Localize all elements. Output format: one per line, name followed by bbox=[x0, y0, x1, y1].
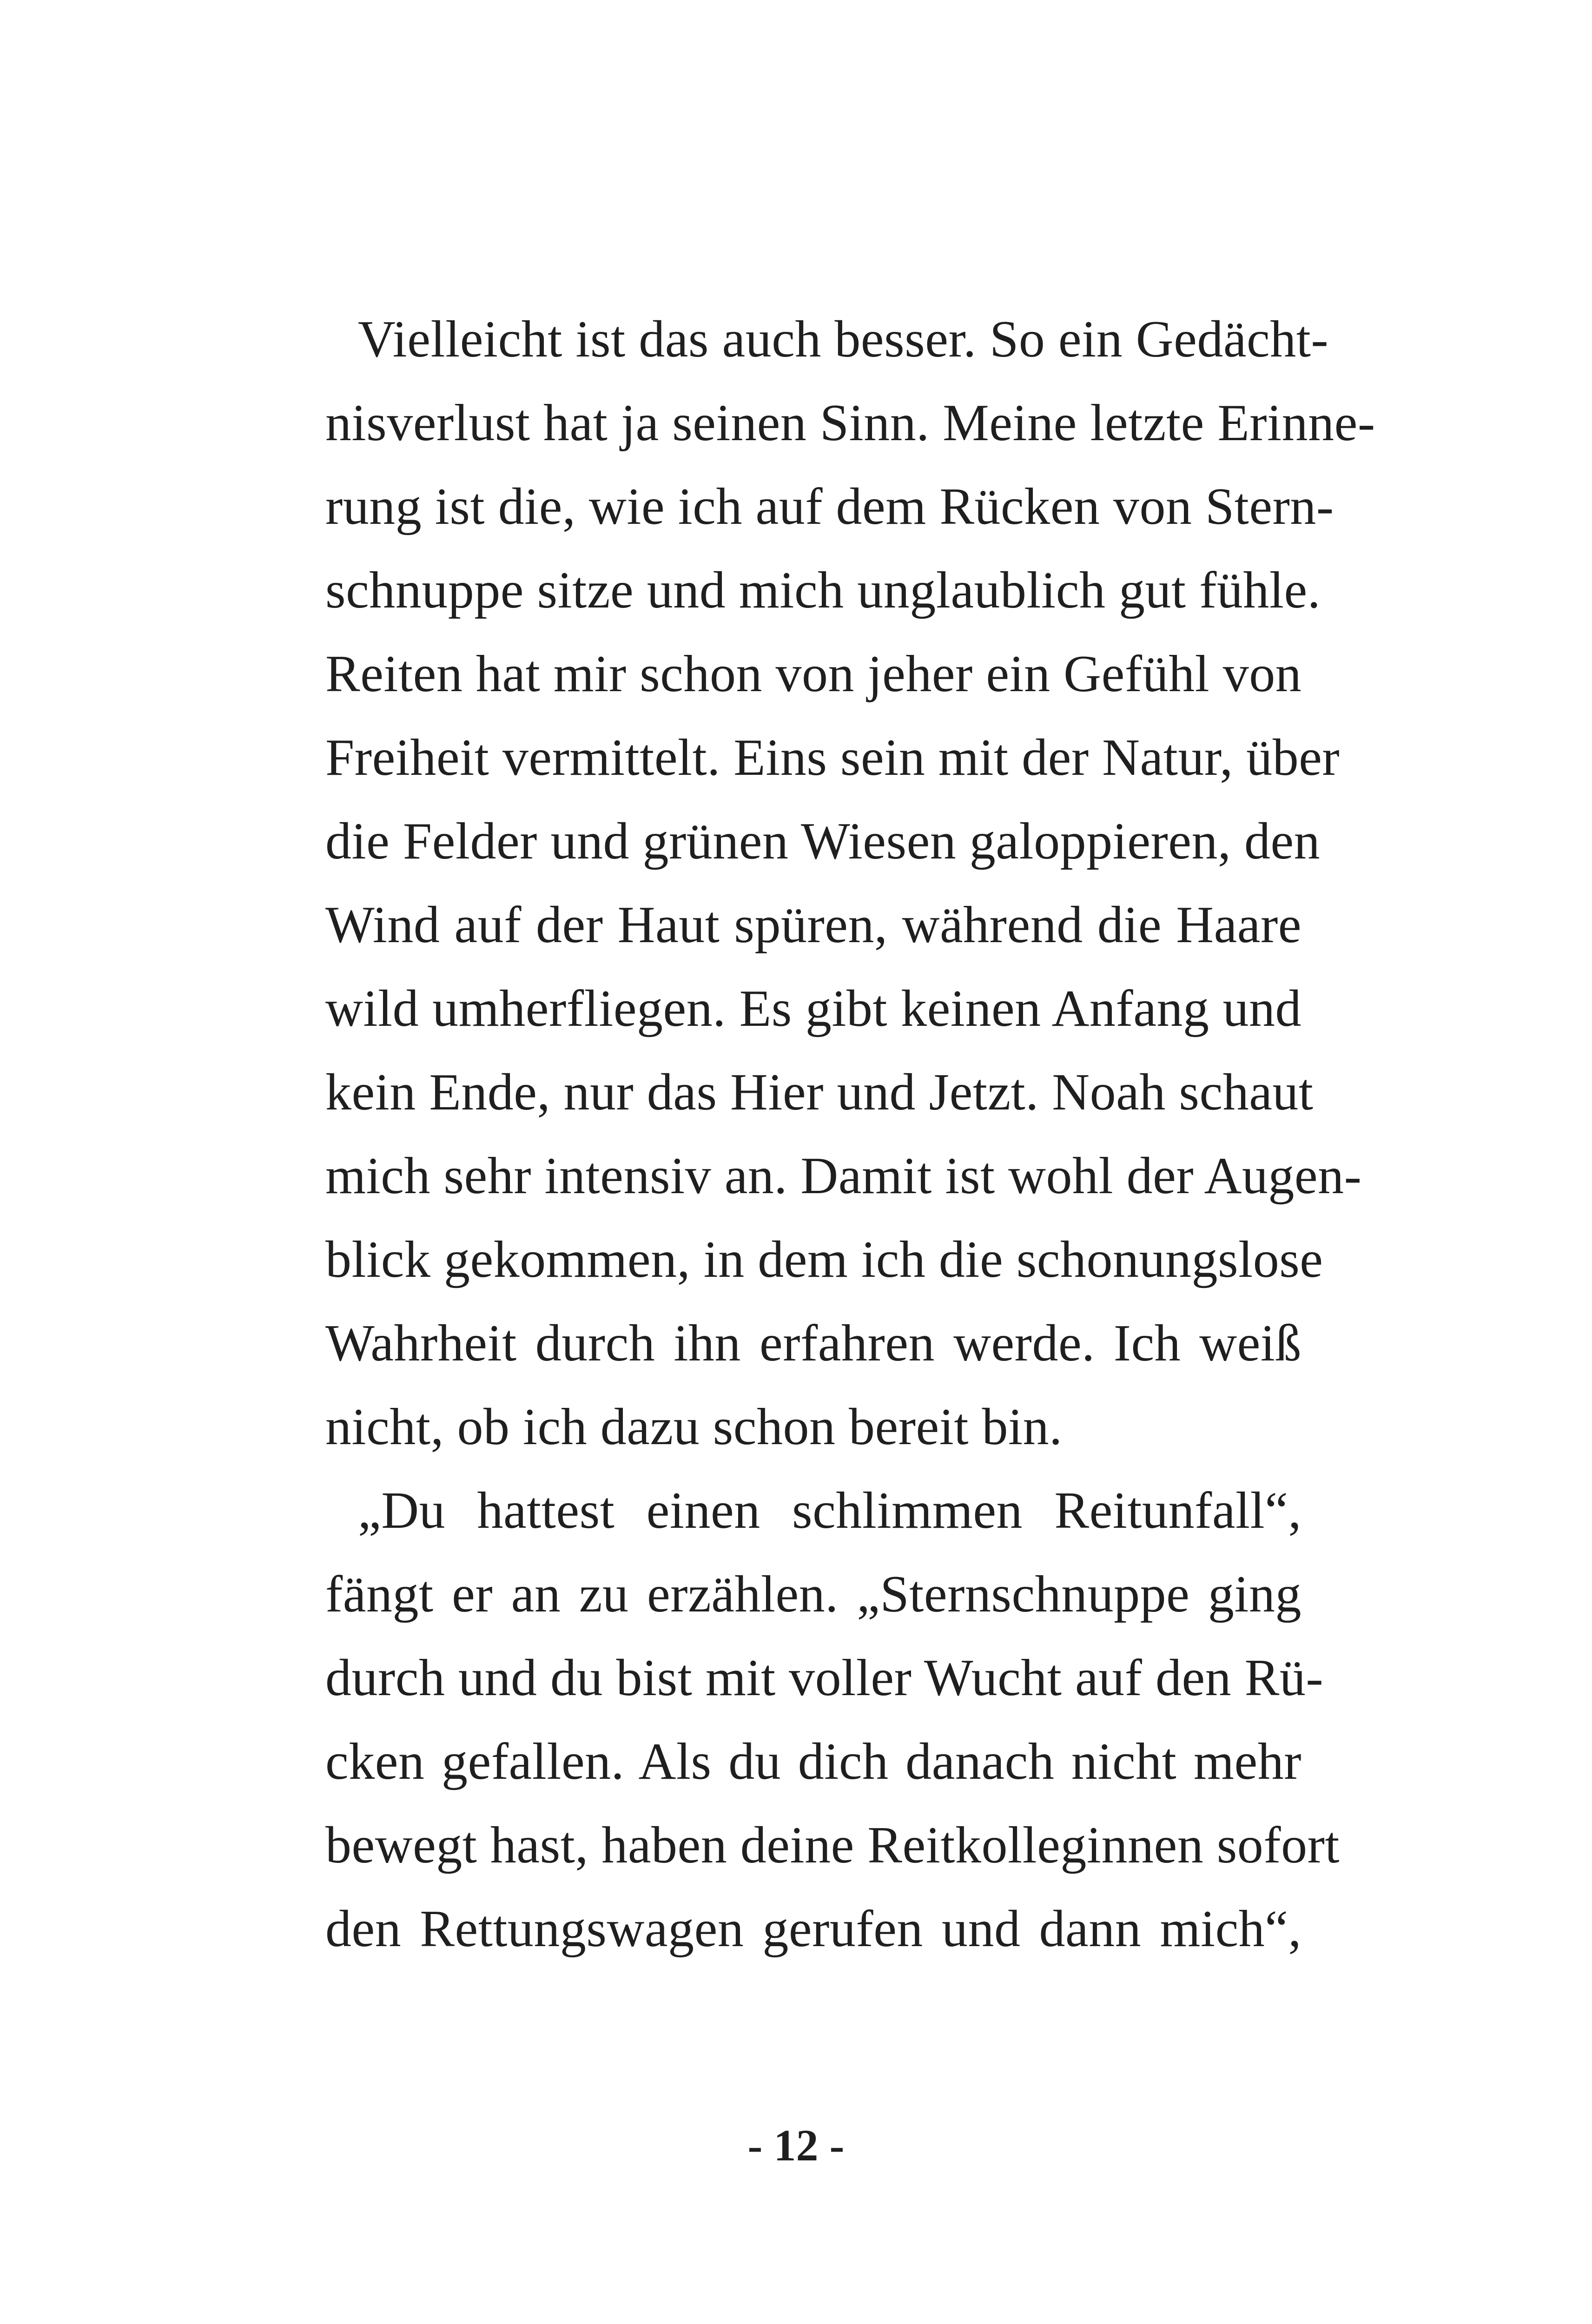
text-line: wild umherfliegen. Es gibt keinen Anfang und bbox=[325, 980, 1301, 1037]
paragraph-1 bbox=[325, 297, 1375, 1469]
text-line: cken gefallen. Als du dich danach nicht mehr bbox=[325, 1733, 1301, 1790]
text-line: mich sehr intensiv an. Damit ist wohl der Augen- bbox=[325, 1147, 1362, 1205]
text-line: blick gekommen, in dem ich die schonungslose bbox=[325, 1231, 1323, 1288]
paragraph-2 bbox=[325, 1469, 1340, 1971]
text-line: Vielleicht ist das auch besser. So ein Gedächt- bbox=[358, 310, 1329, 368]
text-line: nisverlust hat ja seinen Sinn. Meine letzte Erinne- bbox=[325, 394, 1375, 452]
body-text bbox=[325, 297, 1375, 1971]
text-line: Freiheit vermittelt. Eins sein mit der Natur, über bbox=[325, 729, 1340, 786]
text-line: nicht, ob ich dazu schon bereit bin. bbox=[325, 1398, 1063, 1456]
text-line: bewegt hast, haben deine Reitkolleginnen sofort bbox=[325, 1816, 1340, 1874]
text-line: den Rettungswagen gerufen und dann mich“, bbox=[325, 1900, 1301, 1958]
text-line: Wind auf der Haut spüren, während die Haare bbox=[325, 896, 1301, 954]
text-line: fängt er an zu erzählen. „Sternschnuppe ging bbox=[325, 1565, 1301, 1623]
text-line: „Du hattest einen schlimmen Reitunfall“, bbox=[358, 1482, 1301, 1539]
text-line: die Felder und grünen Wiesen galoppieren, den bbox=[325, 812, 1321, 870]
text-line: kein Ende, nur das Hier und Jetzt. Noah schaut bbox=[325, 1063, 1314, 1121]
text-line: Wahrheit durch ihn erfahren werde. Ich weiß bbox=[325, 1314, 1301, 1372]
text-line: durch und du bist mit voller Wucht auf den Rü- bbox=[325, 1649, 1324, 1707]
text-line: schnuppe sitze und mich unglaublich gut fühle. bbox=[325, 561, 1321, 619]
text-line: Reiten hat mir schon von jeher ein Gefühl von bbox=[325, 645, 1302, 703]
text-line: rung ist die, wie ich auf dem Rücken von Stern- bbox=[325, 478, 1334, 535]
page-number: - 12 - bbox=[747, 2120, 845, 2170]
